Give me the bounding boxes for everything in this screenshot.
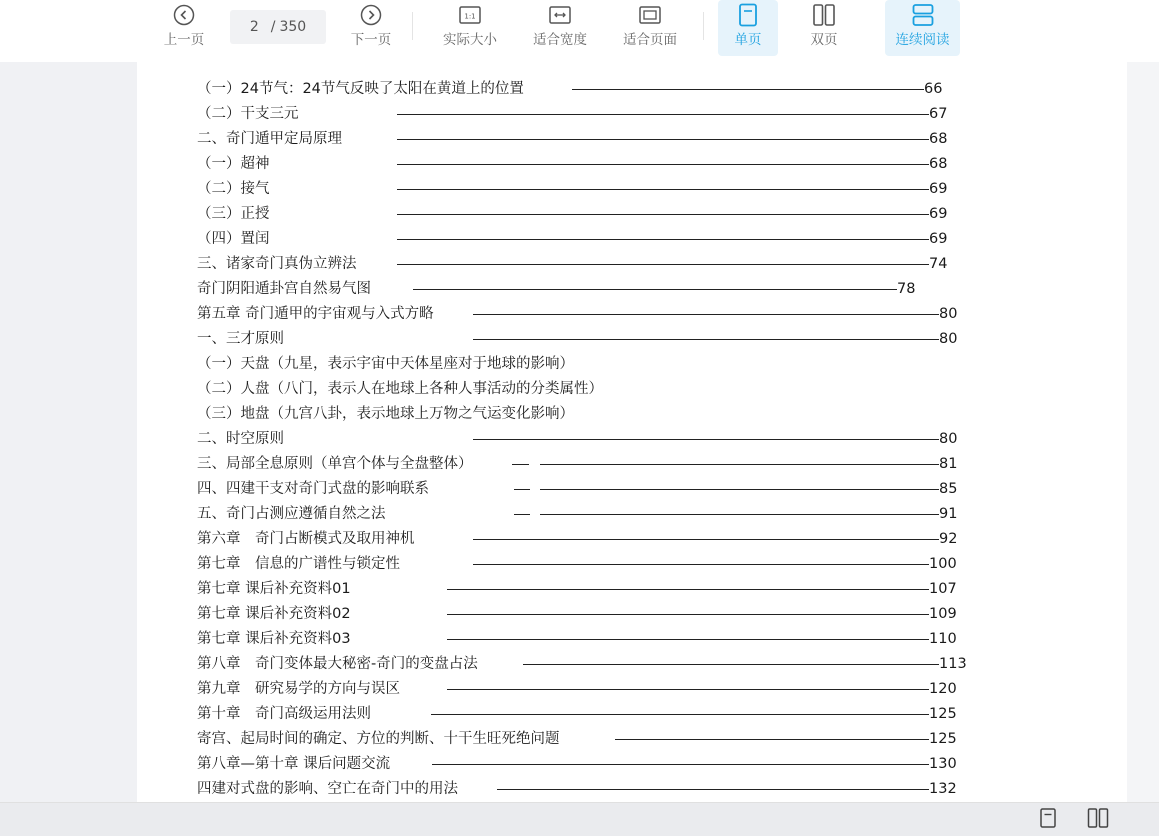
toc-entry[interactable] [137,451,1127,476]
toc-leader-line [473,539,939,540]
toc-leader-line [523,664,939,665]
toc-leader-line [572,89,924,90]
single-page-label: 单页 [734,32,762,48]
toc-entry-title: 二、奇门遁甲定局原理 [197,131,342,147]
toc-entry[interactable] [137,351,1127,376]
toc-leader-line [397,264,929,265]
continuous-reading-label: 连续阅读 [895,32,950,48]
toc-leader-line [447,639,929,640]
toc-entry-title: 第七章 信息的广谱性与锁定性 [197,556,400,572]
toc-entry-title: 第十章 奇门高级运用法则 [197,706,371,722]
toc-leader-line [397,114,929,115]
current-page[interactable]: 2 [249,19,259,35]
single-page-button[interactable] [718,0,778,56]
toc-entry-title: （一）超神 [197,156,270,172]
toc-entry[interactable] [137,576,1127,601]
toc-leader-line [473,314,939,315]
fit-width-icon [548,3,572,27]
toc-page-number: 100 [929,556,957,572]
double-page-icon [812,3,836,27]
toc-entry-title: 第九章 研究易学的方向与误区 [197,681,400,697]
toc-leader-dash [514,489,530,490]
prev-page-button[interactable] [158,0,210,56]
toc-page-number: 67 [929,106,948,122]
toc-entry-title: （四）置闰 [197,231,270,247]
single-page-icon [736,3,760,27]
toc-entry-title: （二）干支三元 [197,106,299,122]
toc-entry[interactable] [137,726,1127,751]
toc-page-number: 78 [897,281,916,297]
toc-entry-title: 一、三才原则 [197,331,284,347]
toc-entry-title: 三、诸家奇门真伪立辨法 [197,256,357,272]
toc-leader-line [540,489,939,490]
document-page [137,62,1127,802]
toc-entry-title: 四建对式盘的影响、空亡在奇门中的用法 [197,781,458,797]
toc-entry-title: （一）天盘（九星，表示宇宙中天体星座对于地球的影响） [197,356,574,372]
toc-entry[interactable] [137,326,1127,351]
status-bar [0,802,1159,836]
page-separator: / [270,19,276,35]
toc-entry-title: 第六章 奇门占断模式及取用神机 [197,531,415,547]
toc-entry-title: （三）地盘（九宫八卦，表示地球上万物之气运变化影响） [197,406,574,422]
svg-text:1:1: 1:1 [464,12,476,21]
actual-size-button[interactable] [437,0,503,56]
toc-leader-line [397,214,929,215]
toc-page-number: 91 [939,506,958,522]
toc-entry-title: 第七章 课后补充资料01 [197,581,351,597]
actual-size-icon [458,3,482,27]
toc-entry-title: （二）人盘（八门，表示人在地球上各种人事活动的分类属性） [197,381,603,397]
toc-leader-dash [512,464,529,465]
toc-entry[interactable] [137,776,1127,801]
toolbar-divider [412,12,413,40]
page-number-input[interactable] [230,10,326,44]
toc-leader-line [473,439,939,440]
prev-page-label: 上一页 [163,32,205,48]
status-double-page-button[interactable] [1086,808,1110,832]
fit-width-button[interactable] [527,0,593,56]
toc-entry-title: 第五章 奇门遁甲的宇宙观与入式方略 [197,306,434,322]
toc-entry[interactable] [137,601,1127,626]
toc-page-number: 113 [939,656,967,672]
toc-page-number: 125 [929,706,957,722]
toc-entry-title: 二、时空原则 [197,431,284,447]
toc-entry[interactable] [137,226,1127,251]
toc-leader-line [447,589,929,590]
toc-leader-line [615,739,929,740]
toc-entry[interactable] [137,101,1127,126]
toc-leader-line [447,689,929,690]
toc-entry[interactable] [137,426,1127,451]
single-page-icon [1039,808,1057,832]
toc-entry[interactable] [137,676,1127,701]
toc-page-number: 92 [939,531,958,547]
toc-page-number: 125 [929,731,957,747]
toc-leader-line [447,614,929,615]
toc-leader-dash [514,514,530,515]
toc-page-number: 80 [939,431,958,447]
toc-entry[interactable] [137,476,1127,501]
scrollbar-track[interactable] [1127,62,1159,802]
toc-page-number: 81 [939,456,958,472]
double-page-label: 双页 [810,32,838,48]
toc-page-number: 85 [939,481,958,497]
toc-entry[interactable] [137,501,1127,526]
double-page-icon [1087,808,1109,832]
toc-leader-line [540,514,939,515]
double-page-button[interactable] [795,0,853,56]
continuous-reading-icon [911,3,935,27]
toc-page-number: 80 [939,306,958,322]
toc-entry-title: （三）正授 [197,206,270,222]
toc-page-number: 69 [929,206,948,222]
fit-page-button[interactable] [617,0,683,56]
toc-page-number: 66 [924,81,943,97]
toc-page-number: 130 [929,756,957,772]
toc-leader-line [473,339,939,340]
toc-entry[interactable] [137,126,1127,151]
fit-page-icon [638,3,662,27]
toc-entry[interactable] [137,401,1127,426]
toc-entry[interactable] [137,626,1127,651]
toc-page-number: 110 [929,631,957,647]
toc-leader-line [413,289,897,290]
toc-entry-title: 四、四建干支对奇门式盘的影响联系 [197,481,429,497]
toc-entry[interactable] [137,276,1127,301]
toc-leader-line [397,189,929,190]
toc-page-number: 120 [929,681,957,697]
toc-entry-title: 第七章 课后补充资料03 [197,631,351,647]
toc-entry[interactable] [137,76,1127,101]
toc-entry-title: 寄宫、起局时间的确定、方位的判断、十干生旺死绝问题 [197,731,560,747]
chevron-left-circle-icon [172,3,196,27]
fit-width-label: 适合宽度 [533,32,587,48]
toc-page-number: 68 [929,156,948,172]
actual-size-label: 实际大小 [443,32,497,48]
toc-entry-title: （一）24节气：24节气反映了太阳在黄道上的位置 [197,81,524,97]
toc-entry-title: 五、奇门占测应遵循自然之法 [197,506,386,522]
toc-page-number: 69 [929,181,948,197]
toolbar-divider [703,12,704,40]
toc-leader-line [540,464,939,465]
toc-entry[interactable] [137,151,1127,176]
toc-page-number: 132 [929,781,957,797]
toc-entry[interactable] [137,251,1127,276]
toc-page-number: 74 [929,256,948,272]
toc-entry-title: （二）接气 [197,181,270,197]
toc-entry-title: 第七章 课后补充资料02 [197,606,351,622]
toc-entry[interactable] [137,701,1127,726]
toc-entry[interactable] [137,551,1127,576]
toc-entry-title: 奇门阴阳遁卦宫自然易气图 [197,281,371,297]
toc-page-number: 80 [939,331,958,347]
next-page-label: 下一页 [350,32,392,48]
toc-leader-line [431,714,929,715]
total-pages: 350 [279,19,307,35]
toc-leader-line [397,164,929,165]
toc-leader-line [397,239,929,240]
toc-entry-title: 第八章—第十章 课后问题交流 [197,756,391,772]
toc-leader-line [432,764,929,765]
toc-page-number: 68 [929,131,948,147]
toc-leader-line [497,789,929,790]
status-single-page-button[interactable] [1036,808,1060,832]
toc-entry-title: 第八章 奇门变体最大秘密-奇门的变盘占法 [197,656,478,672]
toc-leader-line [397,139,929,140]
toc-entry[interactable] [137,651,1127,676]
toc-page-number: 109 [929,606,957,622]
toc-leader-line [473,564,929,565]
toc-entry[interactable] [137,176,1127,201]
toc-page-number: 107 [929,581,957,597]
chevron-right-circle-icon [359,3,383,27]
toc-entry[interactable] [137,301,1127,326]
toc-entry[interactable] [137,751,1127,776]
toc-entry[interactable] [137,201,1127,226]
continuous-reading-button[interactable] [885,0,960,56]
table-of-contents [137,62,1127,802]
fit-page-label: 适合页面 [623,32,677,48]
toolbar [0,0,1159,62]
next-page-button[interactable] [345,0,397,56]
toc-page-number: 69 [929,231,948,247]
toc-entry[interactable] [137,376,1127,401]
toc-entry-title: 三、局部全息原则（单宫个体与全盘整体） [197,456,473,472]
toc-entry[interactable] [137,526,1127,551]
